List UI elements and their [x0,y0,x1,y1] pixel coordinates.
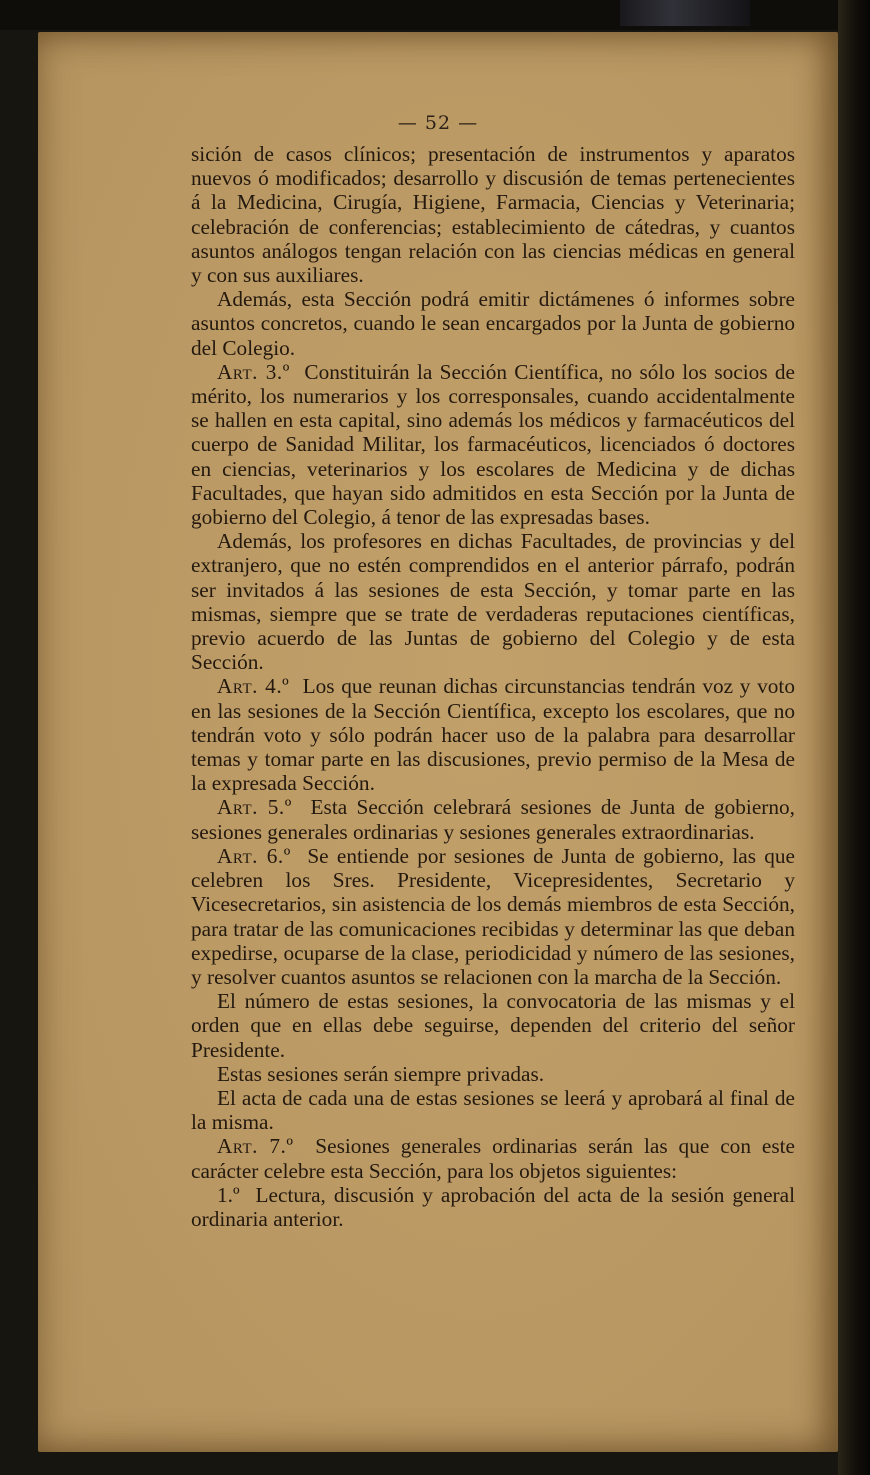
book-spine [838,0,870,1475]
paragraph-text: El número de estas sesiones, la convocatoria de las mismas y el orden que en ellas debe seguirse, dependen del criterio del señor Presidente. [191,989,795,1062]
article-label: Art. 3.º [217,359,290,384]
paragraph-text: Estas sesiones serán siempre privadas. [217,1061,545,1086]
page-number: — 52 — [397,112,479,134]
paragraph [191,142,795,287]
paragraph-text: Además, los profesores en dichas Facultades, de provincias y del extranjero, que no estén comprendidos en el anterior párrafo, podrán ser invitados á las sesiones de esta Sección, y tomar parte en las mismas, siempre que se trate de verdaderas reputaciones científicas, previo acuerdo de las Juntas de gobierno del Colegio y de esta Sección. [191,529,795,675]
article-paragraph [191,360,795,529]
list-number: 1.º [217,1182,240,1207]
article-label: Art. 6.º [217,843,291,868]
scan-edge-mark [620,0,750,26]
list-paragraph [191,1183,795,1231]
paragraph-text: Lectura, discusión y aprobación del acta de la sesión general ordinaria anterior. [191,1182,795,1231]
article-paragraph [191,844,795,989]
paragraph-text: Esta Sección celebrará sesiones de Junta de gobierno, sesiones generales ordinarias y sesiones generales extraordinarias. [191,795,796,844]
paragraph [191,529,795,674]
body-text [191,142,795,1231]
paragraph-text: Se entiende por sesiones de Junta de gobierno, las que celebren los Sres. Presidente, Vicepresidentes, Secretario y Vicesecretarios, sin asistencia de los demás miembros de esta Sección, para tratar de las comunicaciones recibidas y determinar las que deban expedirse, ocuparse de la clase, periodicidad y número de las sesiones, y resolver cuantos asuntos se relacionen con la marcha de la Sección. [191,843,795,989]
paragraph-text: Sesiones generales ordinarias serán las que con este carácter celebre esta Sección, para los objetos siguientes: [191,1134,795,1183]
article-paragraph [191,674,795,795]
paragraph [191,1062,795,1086]
paragraph-text: Además, esta Sección podrá emitir dictámenes ó informes sobre asuntos concretos, cuando le sean encargados por la Junta de gobierno del Colegio. [191,287,795,360]
paragraph [191,989,795,1062]
article-label: Art. 4.º [217,674,290,699]
article-label: Art. 7.º [217,1134,294,1159]
paragraph-text: sición de casos clínicos; presentación de instrumentos y aparatos nuevos ó modificados; desarrollo y discusión de temas pertenecientes á la Medicina, Cirugía, Higiene, Farmacia, Ciencias y Veterinaria; celebración de conferencias; establecimiento de cátedras, y cuantos asuntos análogos tengan relación con las ciencias médicas en general y con sus auxiliares. [191,142,795,288]
article-paragraph [191,795,795,843]
paragraph [191,1086,795,1134]
paragraph-text: Constituirán la Sección Científica, no sólo los socios de mérito, los numerarios y los corresponsales, cuando accidentalmente se hallen en esta capital, sino además los médicos y farmacéuticos del cuerpo de Sanidad Militar, los farmacéuticos, licenciados ó doctores en ciencias, veterinarios y los escolares de Medicina y de dichas Facultades, que hayan sido admitidos en esta Sección por la Junta de gobierno del Colegio, á tenor de las expresadas bases. [191,359,795,530]
paragraph-text: Los que reunan dichas circunstancias tendrán voz y voto en las sesiones de la Sección Científica, excepto los escolares, que no tendrán voto y sólo podrán hacer uso de la palabra para desarrollar temas y tomar parte en las discusiones, previo permiso de la Mesa de la expresada Sección. [191,674,795,796]
article-paragraph [191,1134,795,1182]
paragraph [191,287,795,360]
book-page [38,32,838,1452]
article-label: Art. 5.º [217,795,292,820]
paragraph-text: El acta de cada una de estas sesiones se leerá y aprobará al final de la misma. [191,1085,795,1135]
